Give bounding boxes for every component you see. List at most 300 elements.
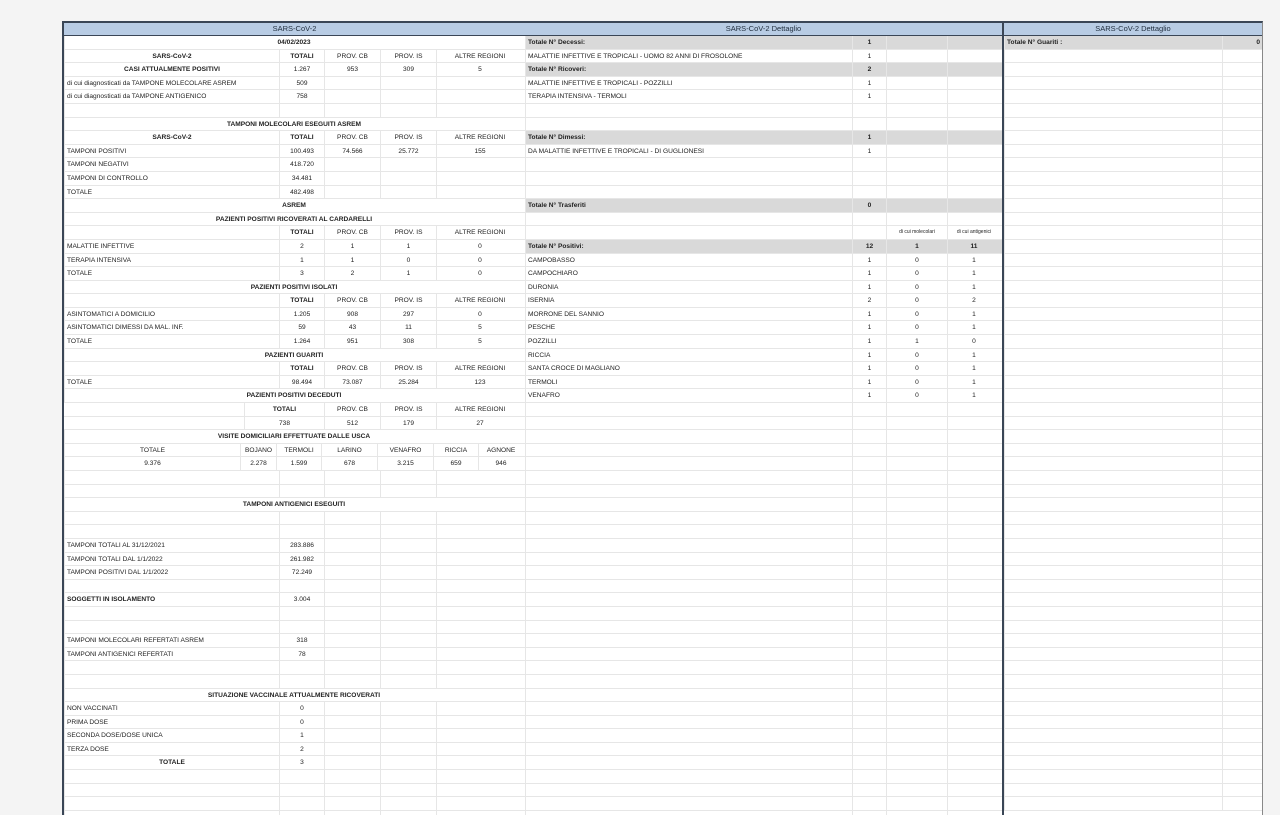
table-cell xyxy=(1004,607,1222,620)
detail-row xyxy=(525,403,1002,417)
table-cell xyxy=(886,36,947,49)
table-cell: 2 xyxy=(324,267,380,280)
table-cell: ALTRE REGIONI xyxy=(436,131,523,144)
table-cell xyxy=(1222,63,1262,76)
table-cell xyxy=(279,661,324,674)
table-row xyxy=(64,90,525,104)
table-cell xyxy=(1004,580,1222,593)
recovered-row xyxy=(1004,661,1262,675)
table-cell xyxy=(1222,267,1262,280)
table-cell xyxy=(324,729,380,742)
table-cell: CAMPOCHIARO xyxy=(525,267,852,280)
table-cell xyxy=(852,743,886,756)
table-cell xyxy=(436,634,523,647)
table-cell xyxy=(525,661,852,674)
table-cell: 179 xyxy=(380,417,436,430)
table-cell: 738 xyxy=(244,417,324,430)
table-cell xyxy=(324,702,380,715)
table-cell: 1 xyxy=(886,335,947,348)
table-cell xyxy=(525,634,852,647)
table-cell xyxy=(525,444,852,457)
table-cell xyxy=(324,648,380,661)
table-cell xyxy=(525,580,852,593)
section-heading: TAMPONI ANTIGENICI ESEGUITI xyxy=(64,498,523,511)
table-cell xyxy=(1004,321,1222,334)
table-cell xyxy=(852,580,886,593)
table-cell xyxy=(852,756,886,769)
detail-row xyxy=(525,607,1002,621)
table-cell xyxy=(852,172,886,185)
table-cell: 74.566 xyxy=(324,145,380,158)
table-cell xyxy=(64,770,279,783)
recovered-row xyxy=(1004,689,1262,703)
table-cell xyxy=(886,702,947,715)
table-cell xyxy=(886,580,947,593)
recovered-row xyxy=(1004,145,1262,159)
table-cell xyxy=(1222,335,1262,348)
table-row xyxy=(64,362,525,376)
table-cell xyxy=(947,430,1000,443)
detail-row xyxy=(525,199,1002,213)
table-cell xyxy=(1004,186,1222,199)
recovered-row xyxy=(1004,430,1262,444)
table-cell xyxy=(1004,553,1222,566)
recovered-row xyxy=(1004,485,1262,499)
table-cell xyxy=(886,770,947,783)
table-cell: TOTALI xyxy=(279,131,324,144)
detail-row xyxy=(525,675,1002,689)
table-cell xyxy=(1222,607,1262,620)
table-cell xyxy=(380,104,436,117)
table-cell: 1 xyxy=(947,254,1000,267)
table-cell: 3.215 xyxy=(377,457,433,470)
table-cell: TOTALI xyxy=(279,362,324,375)
table-cell xyxy=(1222,281,1262,294)
detail-row xyxy=(525,553,1002,567)
detail-row xyxy=(525,444,1002,458)
detail-row xyxy=(525,158,1002,172)
table-cell xyxy=(886,553,947,566)
table-cell xyxy=(947,172,1000,185)
recovered-row xyxy=(1004,349,1262,363)
table-cell xyxy=(1004,267,1222,280)
table-cell xyxy=(1004,756,1222,769)
detail-row xyxy=(525,485,1002,499)
table-cell xyxy=(852,797,886,810)
table-cell xyxy=(64,621,279,634)
table-cell xyxy=(1222,729,1262,742)
table-cell xyxy=(886,756,947,769)
table-cell xyxy=(886,50,947,63)
table-cell: 5 xyxy=(436,63,523,76)
table-row xyxy=(64,621,525,635)
recovered-row xyxy=(1004,702,1262,716)
table-row xyxy=(64,512,525,526)
table-cell xyxy=(886,145,947,158)
table-cell xyxy=(852,471,886,484)
table-row xyxy=(64,267,525,281)
table-cell xyxy=(324,553,380,566)
table-cell xyxy=(886,621,947,634)
table-cell: 11 xyxy=(380,321,436,334)
table-cell xyxy=(380,77,436,90)
table-cell xyxy=(947,607,1000,620)
detail-row xyxy=(525,566,1002,580)
table-cell: PROV. CB xyxy=(324,403,380,416)
table-row xyxy=(64,648,525,662)
table-row xyxy=(64,145,525,159)
detail-row xyxy=(525,770,1002,784)
table-cell xyxy=(947,566,1000,579)
detail-row xyxy=(525,294,1002,308)
table-cell xyxy=(1222,512,1262,525)
table-cell xyxy=(525,716,852,729)
table-cell: TOTALI xyxy=(279,50,324,63)
table-cell xyxy=(1004,512,1222,525)
table-cell xyxy=(436,485,523,498)
table-cell: 155 xyxy=(436,145,523,158)
table-cell xyxy=(436,770,523,783)
table-cell xyxy=(1004,335,1222,348)
table-cell: 72.249 xyxy=(279,566,324,579)
recovered-row xyxy=(1004,267,1262,281)
table-cell xyxy=(1222,498,1262,511)
table-cell xyxy=(525,729,852,742)
recovered-row xyxy=(1004,621,1262,635)
table-cell xyxy=(1222,403,1262,416)
table-cell xyxy=(947,648,1000,661)
table-cell: 297 xyxy=(380,308,436,321)
table-cell: PROV. IS xyxy=(380,131,436,144)
table-row xyxy=(64,199,525,213)
table-cell xyxy=(1222,621,1262,634)
table-cell xyxy=(886,457,947,470)
table-cell xyxy=(886,131,947,144)
table-cell xyxy=(1004,50,1222,63)
table-cell: ASINTOMATICI DIMESSI DA MAL. INF. xyxy=(64,321,279,334)
recovered-row xyxy=(1004,335,1262,349)
table-cell xyxy=(380,661,436,674)
table-cell xyxy=(947,131,1000,144)
table-cell: ALTRE REGIONI xyxy=(436,362,523,375)
table-cell: 659 xyxy=(433,457,478,470)
table-cell xyxy=(1004,702,1222,715)
table-cell xyxy=(436,729,523,742)
table-cell xyxy=(1004,770,1222,783)
table-cell: 3.004 xyxy=(279,593,324,606)
table-row xyxy=(64,770,525,784)
table-cell xyxy=(436,104,523,117)
table-cell xyxy=(852,158,886,171)
recovered-row xyxy=(1004,756,1262,770)
table-cell: 0 xyxy=(886,349,947,362)
table-cell xyxy=(436,525,523,538)
table-cell xyxy=(324,621,380,634)
table-cell: ALTRE REGIONI xyxy=(436,50,523,63)
table-cell xyxy=(525,797,852,810)
table-cell xyxy=(1222,90,1262,103)
table-cell xyxy=(947,63,1000,76)
table-cell: DURONIA xyxy=(525,281,852,294)
table-cell: 5 xyxy=(436,321,523,334)
table-cell: Totale N° Dimessi: xyxy=(525,131,852,144)
detail-row xyxy=(525,267,1002,281)
table-cell xyxy=(947,186,1000,199)
table-cell xyxy=(886,444,947,457)
table-cell xyxy=(1222,525,1262,538)
table-cell xyxy=(324,471,380,484)
table-cell xyxy=(947,118,1000,131)
table-cell: ASINTOMATICI A DOMICILIO xyxy=(64,308,279,321)
table-cell xyxy=(324,566,380,579)
table-cell xyxy=(947,553,1000,566)
table-cell: TOTALI xyxy=(279,294,324,307)
table-cell xyxy=(525,743,852,756)
table-cell: 1 xyxy=(380,267,436,280)
table-cell xyxy=(436,648,523,661)
recovered-row xyxy=(1004,743,1262,757)
table-cell xyxy=(279,512,324,525)
table-cell xyxy=(64,797,279,810)
table-cell xyxy=(1222,131,1262,144)
recovered-row xyxy=(1004,36,1262,50)
table-cell xyxy=(324,525,380,538)
table-cell xyxy=(852,498,886,511)
table-cell: 309 xyxy=(380,63,436,76)
recovered-row xyxy=(1004,131,1262,145)
detail-row xyxy=(525,104,1002,118)
table-cell: 2 xyxy=(852,294,886,307)
table-cell: 0 xyxy=(886,281,947,294)
table-cell: 1 xyxy=(852,267,886,280)
table-cell: ALTRE REGIONI xyxy=(436,226,523,239)
table-row xyxy=(64,158,525,172)
table-cell: 27 xyxy=(436,417,523,430)
table-row xyxy=(64,756,525,770)
table-cell: 9.376 xyxy=(64,457,240,470)
table-cell xyxy=(947,689,1000,702)
table-cell xyxy=(1222,689,1262,702)
table-row xyxy=(64,566,525,580)
table-cell: 1 xyxy=(947,267,1000,280)
table-cell xyxy=(1004,430,1222,443)
table-cell: 308 xyxy=(380,335,436,348)
section-heading: PAZIENTI POSITIVI DECEDUTI xyxy=(64,389,523,402)
table-cell xyxy=(1222,457,1262,470)
table-cell xyxy=(886,784,947,797)
table-cell xyxy=(1222,430,1262,443)
table-cell xyxy=(436,702,523,715)
table-cell: PROV. IS xyxy=(380,226,436,239)
table-cell xyxy=(852,444,886,457)
table-cell xyxy=(1004,716,1222,729)
section-heading: VISITE DOMICILIARI EFFETTUATE DALLE USCA xyxy=(64,430,523,443)
table-cell xyxy=(1004,158,1222,171)
table-cell xyxy=(852,648,886,661)
table-row xyxy=(64,417,525,431)
table-cell: 2 xyxy=(279,240,324,253)
detail-row xyxy=(525,661,1002,675)
detail-row xyxy=(525,580,1002,594)
table-cell: RICCIA xyxy=(525,349,852,362)
table-cell: 318 xyxy=(279,634,324,647)
table-cell: 0 xyxy=(380,254,436,267)
table-cell xyxy=(886,63,947,76)
recovered-row xyxy=(1004,118,1262,132)
table-cell xyxy=(886,716,947,729)
table-cell: PROV. CB xyxy=(324,50,380,63)
table-cell xyxy=(324,580,380,593)
table-cell xyxy=(436,607,523,620)
table-cell xyxy=(64,512,279,525)
table-cell: 1 xyxy=(886,240,947,253)
table-cell xyxy=(525,213,852,226)
table-cell: 0 xyxy=(947,335,1000,348)
table-cell: di cui diagnosticati da TAMPONE ANTIGENICO xyxy=(64,90,279,103)
table-cell xyxy=(1222,743,1262,756)
table-cell: di cui antigenici xyxy=(947,226,1000,239)
table-cell xyxy=(436,675,523,688)
table-cell xyxy=(525,417,852,430)
table-cell xyxy=(1004,525,1222,538)
table-cell xyxy=(947,417,1000,430)
table-cell xyxy=(436,716,523,729)
table-cell xyxy=(64,485,279,498)
table-cell: 1 xyxy=(947,376,1000,389)
table-row xyxy=(64,104,525,118)
table-row xyxy=(64,389,525,403)
table-cell xyxy=(886,213,947,226)
table-cell: PROV. CB xyxy=(324,226,380,239)
table-cell: Totale N° Positivi: xyxy=(525,240,852,253)
table-cell xyxy=(947,797,1000,810)
table-row xyxy=(64,430,525,444)
table-cell xyxy=(525,770,852,783)
table-cell xyxy=(525,675,852,688)
section-heading: TAMPONI MOLECOLARI ESEGUITI ASREM xyxy=(64,118,523,131)
table-cell xyxy=(525,593,852,606)
table-cell xyxy=(886,729,947,742)
detail-row xyxy=(525,362,1002,376)
table-cell xyxy=(852,784,886,797)
table-cell xyxy=(886,607,947,620)
table-row xyxy=(64,308,525,322)
table-cell: 0 xyxy=(886,321,947,334)
detail-row xyxy=(525,797,1002,811)
table-cell xyxy=(1222,77,1262,90)
table-cell xyxy=(852,430,886,443)
detail-row xyxy=(525,525,1002,539)
table-cell xyxy=(324,634,380,647)
table-cell xyxy=(436,621,523,634)
table-row xyxy=(64,525,525,539)
table-cell xyxy=(279,471,324,484)
table-cell xyxy=(279,104,324,117)
recovered-row xyxy=(1004,362,1262,376)
table-cell xyxy=(380,158,436,171)
table-cell xyxy=(380,539,436,552)
table-cell xyxy=(380,186,436,199)
table-cell xyxy=(324,593,380,606)
table-cell: SANTA CROCE DI MAGLIANO xyxy=(525,362,852,375)
table-cell xyxy=(1222,240,1262,253)
table-cell: PROV. IS xyxy=(380,403,436,416)
table-cell xyxy=(1222,321,1262,334)
table-cell xyxy=(64,784,279,797)
table-cell: TOTALE xyxy=(64,756,279,769)
table-row xyxy=(64,444,525,458)
table-cell xyxy=(1004,675,1222,688)
table-cell xyxy=(886,417,947,430)
table-cell: 678 xyxy=(321,457,377,470)
detail-row xyxy=(525,349,1002,363)
table-cell: 1 xyxy=(279,254,324,267)
detail-row xyxy=(525,702,1002,716)
table-cell xyxy=(1004,104,1222,117)
detail-row xyxy=(525,634,1002,648)
table-row xyxy=(64,240,525,254)
table-cell: 1.264 xyxy=(279,335,324,348)
recovered-row xyxy=(1004,593,1262,607)
table-cell xyxy=(947,743,1000,756)
table-cell: TAMPONI POSITIVI DAL 1/1/2022 xyxy=(64,566,279,579)
table-cell xyxy=(852,104,886,117)
detail-row xyxy=(525,118,1002,132)
table-cell xyxy=(1222,797,1262,810)
table-cell: TOTALE xyxy=(64,444,240,457)
table-cell xyxy=(1222,444,1262,457)
table-cell: 1 xyxy=(947,349,1000,362)
table-cell: 1 xyxy=(852,335,886,348)
table-cell xyxy=(852,118,886,131)
table-cell xyxy=(380,784,436,797)
table-cell xyxy=(947,403,1000,416)
table-cell xyxy=(852,566,886,579)
table-cell xyxy=(380,525,436,538)
table-cell xyxy=(947,621,1000,634)
recovered-row xyxy=(1004,525,1262,539)
recovered-row xyxy=(1004,90,1262,104)
table-cell xyxy=(1222,308,1262,321)
table-cell: 73.087 xyxy=(324,376,380,389)
table-cell xyxy=(436,566,523,579)
table-cell xyxy=(436,172,523,185)
table-cell: 25.284 xyxy=(380,376,436,389)
table-cell xyxy=(1222,485,1262,498)
table-cell xyxy=(380,471,436,484)
table-cell: 0 xyxy=(1222,36,1262,49)
table-cell: CASI ATTUALMENTE POSITIVI xyxy=(64,63,279,76)
table-cell xyxy=(436,512,523,525)
table-row xyxy=(64,797,525,811)
table-cell xyxy=(1004,294,1222,307)
detail-row xyxy=(525,539,1002,553)
table-cell: TERMOLI xyxy=(525,376,852,389)
table-row xyxy=(64,294,525,308)
table-cell xyxy=(1222,50,1262,63)
left-sheet-title: SARS-CoV-2 xyxy=(64,23,525,36)
table-cell xyxy=(1222,702,1262,715)
recovered-row xyxy=(1004,63,1262,77)
table-cell: 1 xyxy=(324,254,380,267)
section-heading: SITUAZIONE VACCINALE ATTUALMENTE RICOVERATI xyxy=(64,689,523,702)
detail-row xyxy=(525,186,1002,200)
table-cell: TERMOLI xyxy=(276,444,321,457)
recovered-row xyxy=(1004,172,1262,186)
table-cell: 2 xyxy=(279,743,324,756)
table-row xyxy=(64,281,525,295)
table-cell xyxy=(947,512,1000,525)
